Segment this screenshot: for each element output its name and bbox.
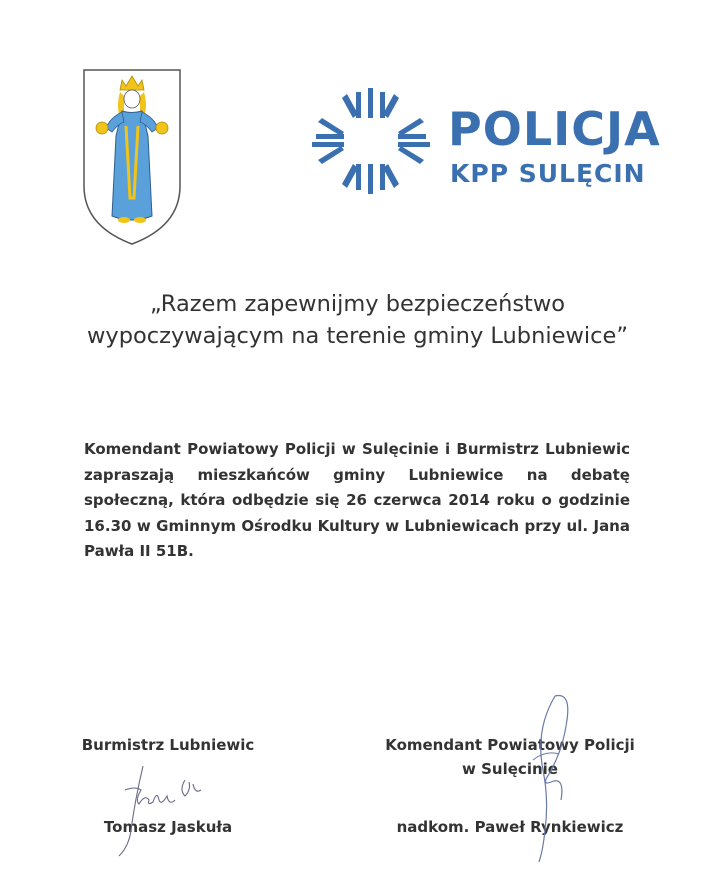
brand-name: POLICJA [448,102,661,156]
police-star-icon [312,88,430,194]
left-signatory-name: Tomasz Jaskuła [103,818,233,836]
coat-of-arms-icon [76,66,188,248]
handwritten-signature-jaskula [105,760,225,860]
right-signatory-name: nadkom. Paweł Rynkiewicz [396,818,624,836]
right-signatory-role [340,733,680,781]
left-signatory-role: Burmistrz Lubniewic [81,736,255,754]
police-brand [448,102,661,189]
document-title [40,288,675,352]
title-line-2: wypoczywającym na terenie gminy Lubniewice” [87,323,628,349]
right-role-line-1: Komendant Powiatowy Policji [385,736,635,754]
invitation-paragraph: Komendant Powiatowy Policji w Sulęcinie i Burmistrz Lubniewic zapraszają mieszkańców gminy Lubniewice na debatę społeczną, która odbędzie się 26 czerwca 2014 roku o godzinie 16.30 w Gminnym Ośrodku Kultury w Lubniewicach przy ul. Jana Pawła II 51B. [84,440,630,560]
brand-unit: KPP SULĘCIN [450,159,646,188]
right-role-line-2: w Sulęcinie [462,760,558,778]
title-line-1: „Razem zapewnijmy bezpieczeństwo [149,291,566,317]
